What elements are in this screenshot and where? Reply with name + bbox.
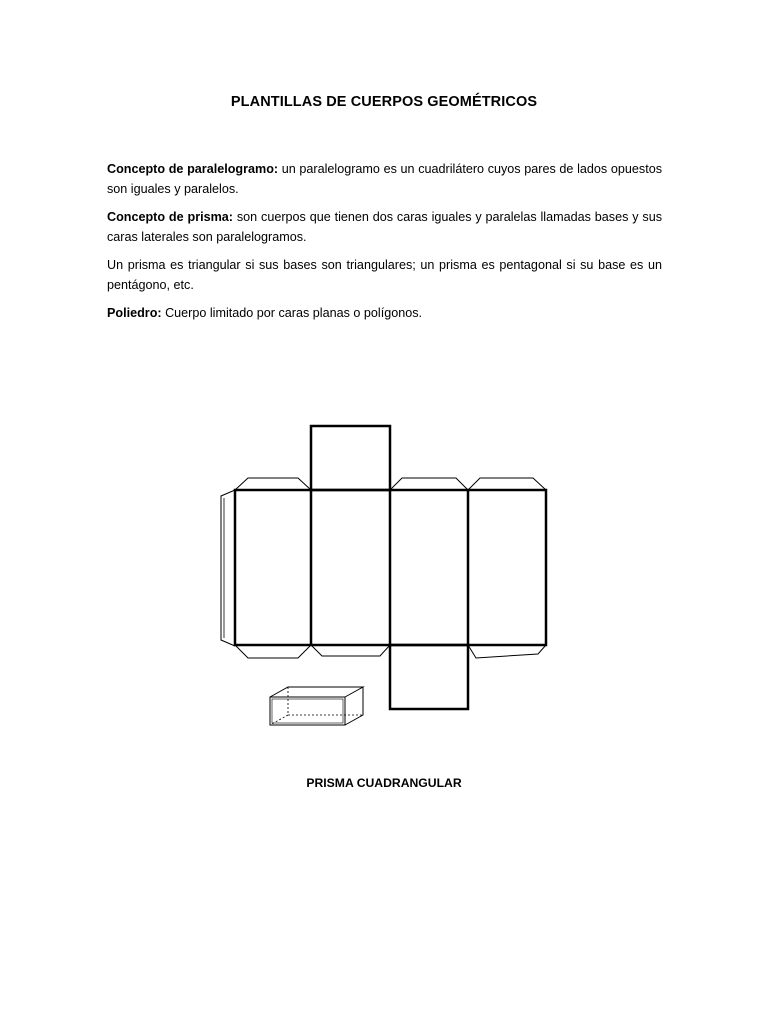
bottom-flap-2 bbox=[311, 645, 390, 656]
figure-caption: PRISMA CUADRANGULAR bbox=[306, 776, 462, 790]
paragraph-text: un paralelogramo es un cuadrilátero cuyos pares de lados opuestos son iguales y paralelos. bbox=[107, 162, 662, 196]
bottom-face bbox=[390, 645, 468, 709]
term-label: Poliedro: bbox=[107, 306, 162, 320]
left-glue-tab bbox=[221, 490, 235, 646]
bottom-flap-1 bbox=[235, 645, 311, 658]
bottom-flap-4 bbox=[468, 645, 546, 658]
top-flap-1 bbox=[235, 478, 311, 490]
paragraph-text: Cuerpo limitado por caras planas o polígonos. bbox=[161, 306, 423, 320]
term-label: Concepto de paralelogramo: bbox=[107, 162, 279, 176]
top-flap-4 bbox=[468, 478, 546, 490]
paragraph-text: son cuerpos que tienen dos caras iguales y paralelas llamadas bases y sus caras laterales son paralelogramos. bbox=[107, 210, 663, 244]
term-label: Concepto de prisma: bbox=[107, 210, 233, 224]
prism-3d-illustration bbox=[270, 687, 363, 725]
document-title: PLANTILLAS DE CUERPOS GEOMÉTRICOS bbox=[230, 94, 538, 110]
top-flap-3 bbox=[390, 478, 468, 490]
paragraph-text: Un prisma es triangular si sus bases son triangulares; un prisma es pentagonal si su base es un pentágono, etc. bbox=[107, 258, 662, 292]
top-face bbox=[311, 426, 390, 490]
